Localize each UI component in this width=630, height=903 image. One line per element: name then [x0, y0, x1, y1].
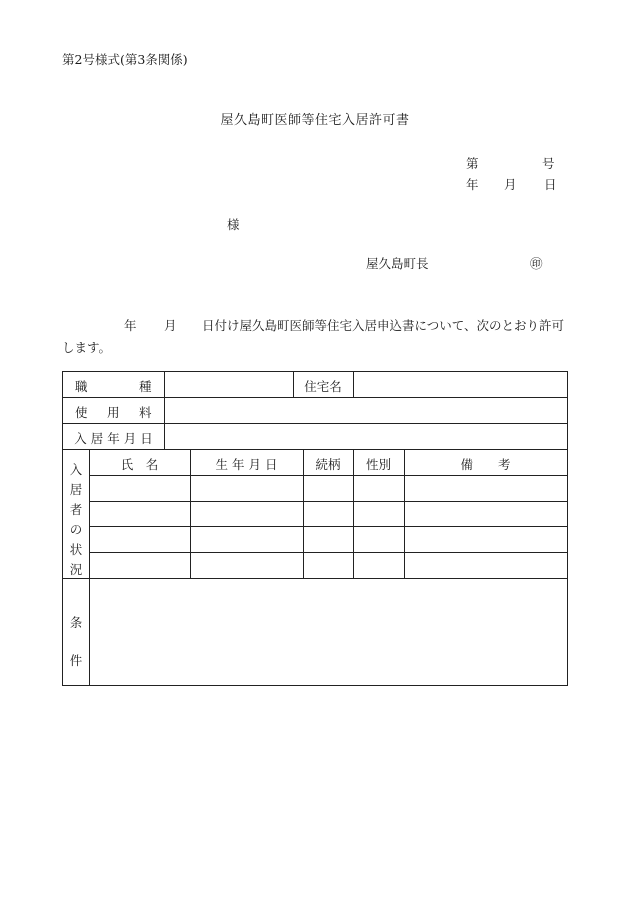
date-day: 日: [544, 177, 557, 192]
body-text: [62, 315, 572, 359]
issue-number-suffix: 号: [542, 156, 555, 171]
body-line-1: [62, 315, 572, 337]
permit-table: 職 種 住宅名 使 用 料 入 居 年 月 日 入 居 者 の 状 況 氏 名 生 年 月 日 続柄 性別 備 考 条 件: [62, 371, 568, 686]
form-number: 第2号様式(第3条関係): [62, 52, 188, 67]
column-name: 氏 名: [120, 457, 159, 472]
move-in-date-label: 入 居 年 月 日: [74, 431, 153, 446]
house-name-label: 住宅名: [304, 379, 342, 394]
body-month: 月: [164, 318, 177, 333]
document-title: 屋久島町医師等住宅入居許可書: [220, 113, 410, 128]
body-year: 年: [124, 318, 137, 333]
seal-mark: ㊞: [530, 256, 543, 271]
body-line-2: します。: [62, 340, 112, 355]
issuer-name: 屋久島町長: [366, 256, 429, 271]
conditions-label: 条 件: [69, 615, 83, 668]
column-remarks: 備 考: [460, 457, 511, 472]
column-relation: 続柄: [315, 457, 341, 472]
column-birth-date: 生 年 月 日: [215, 457, 278, 472]
column-gender: 性別: [365, 457, 391, 472]
date-year: 年: [466, 177, 479, 192]
issue-number-prefix: 第: [466, 156, 479, 171]
body-line-1-rest: 日付け屋久島町医師等住宅入居申込書について、次のとおり許可: [202, 318, 565, 333]
addressee-honorific: 様: [227, 217, 240, 232]
residents-label: 入 居 者 の 状 況: [69, 462, 83, 577]
date-month: 月: [504, 177, 517, 192]
